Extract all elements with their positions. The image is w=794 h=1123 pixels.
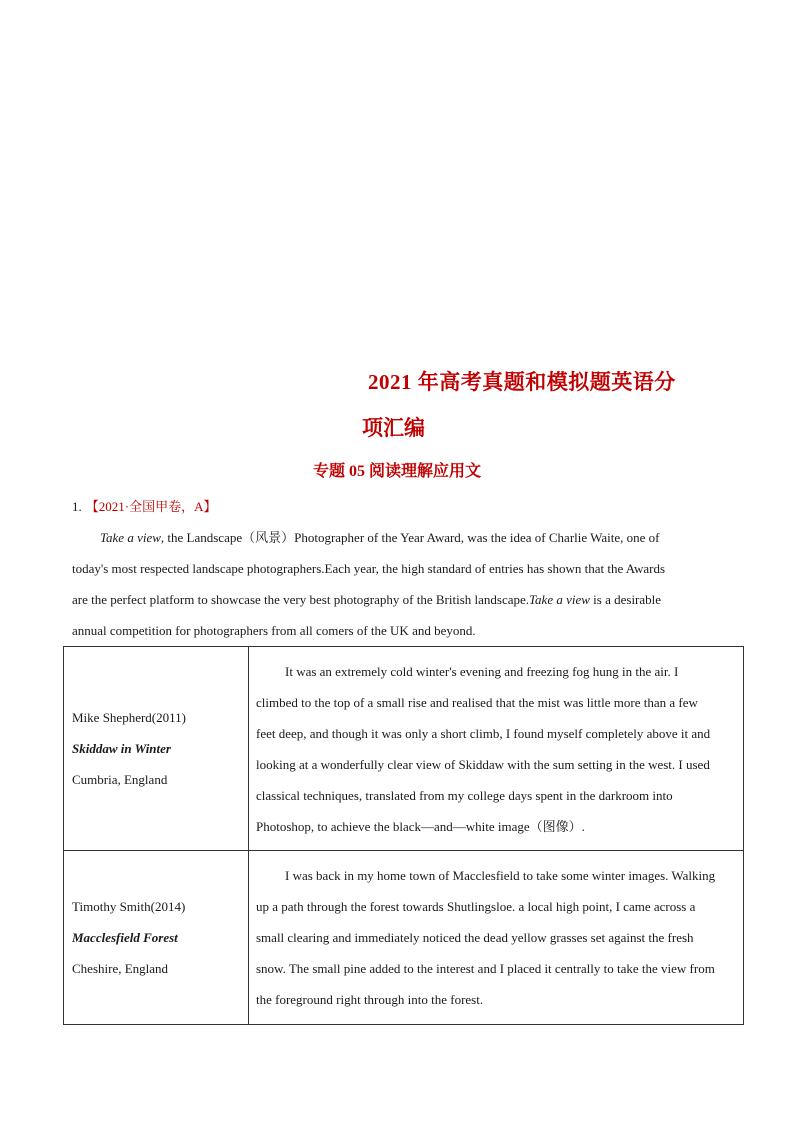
intro-line: are the perfect platform to showcase the very best photography of the British landscape.Take a view is a desirable: [72, 592, 662, 607]
photo-location: Cheshire, England: [72, 961, 169, 976]
photographer-name: Timothy Smith(2014): [72, 899, 186, 914]
table-row: [64, 851, 744, 1025]
description-line: looking at a wonderfully clear view of Skiddaw with the sum setting in the west. I used: [256, 756, 710, 772]
entries-table: [63, 646, 744, 1025]
description-line: snow. The small pine added to the interest and I placed it centrally to take the view from: [256, 961, 715, 976]
photo-title: Macclesfield Forest: [72, 930, 178, 945]
description-line: feet deep, and though it was only a short climb, I found myself completely above it and: [256, 725, 711, 741]
description-line: It was an extremely cold winter's evening and freezing fog hung in the air. I: [285, 663, 679, 679]
photo-location: Cumbria, England: [72, 772, 168, 787]
question-heading: [72, 496, 216, 515]
description-line: Photoshop, to achieve the black—and—white image（图像）.: [256, 818, 585, 834]
intro-paragraph: [72, 522, 722, 646]
intro-line: today's most respected landscape photographers.Each year, the high standard of entries has shown that the Awards: [72, 561, 666, 576]
photographer-name: Mike Shepherd(2011): [72, 710, 186, 725]
document-subtitle: 专题 05 阅读理解应用文: [312, 463, 481, 480]
entry-info-cell: [64, 851, 249, 1025]
entry-description-cell: [249, 647, 744, 851]
description-line: I was back in my home town of Macclesfield to take some winter images. Walking: [285, 868, 716, 883]
intro-italic-title: Take a view: [529, 592, 590, 607]
photo-title: Skiddaw in Winter: [72, 741, 171, 756]
description-line: up a path through the forest towards Shutlingsloe. a local high point, I came across a: [256, 899, 696, 914]
document-title-line2: 项汇编: [362, 416, 425, 440]
description-line: classical techniques, translated from my college days spent in the darkroom into: [256, 787, 673, 803]
intro-italic-title: Take a view: [100, 530, 161, 545]
description-line: climbed to the top of a small rise and realised that the mist was little more than a few: [256, 694, 698, 710]
entry-description-cell: [249, 851, 744, 1025]
document-title-line1: 2021 年高考真题和模拟题英语分: [368, 370, 676, 394]
entry-info-cell: [64, 647, 249, 851]
table-row: [64, 647, 744, 851]
description-line: the foreground right through into the forest.: [256, 992, 484, 1007]
description-line: small clearing and immediately noticed the dead yellow grasses set against the fresh: [256, 930, 694, 945]
question-number: 1.: [72, 499, 82, 514]
question-source: 【2021·全国甲卷，A】: [85, 499, 217, 514]
intro-line: Take a view, the Landscape（风景）Photographer of the Year Award, was the idea of Charlie Waite, one of: [100, 530, 660, 545]
intro-line: annual competition for photographers from all comers of the UK and beyond.: [72, 623, 476, 638]
